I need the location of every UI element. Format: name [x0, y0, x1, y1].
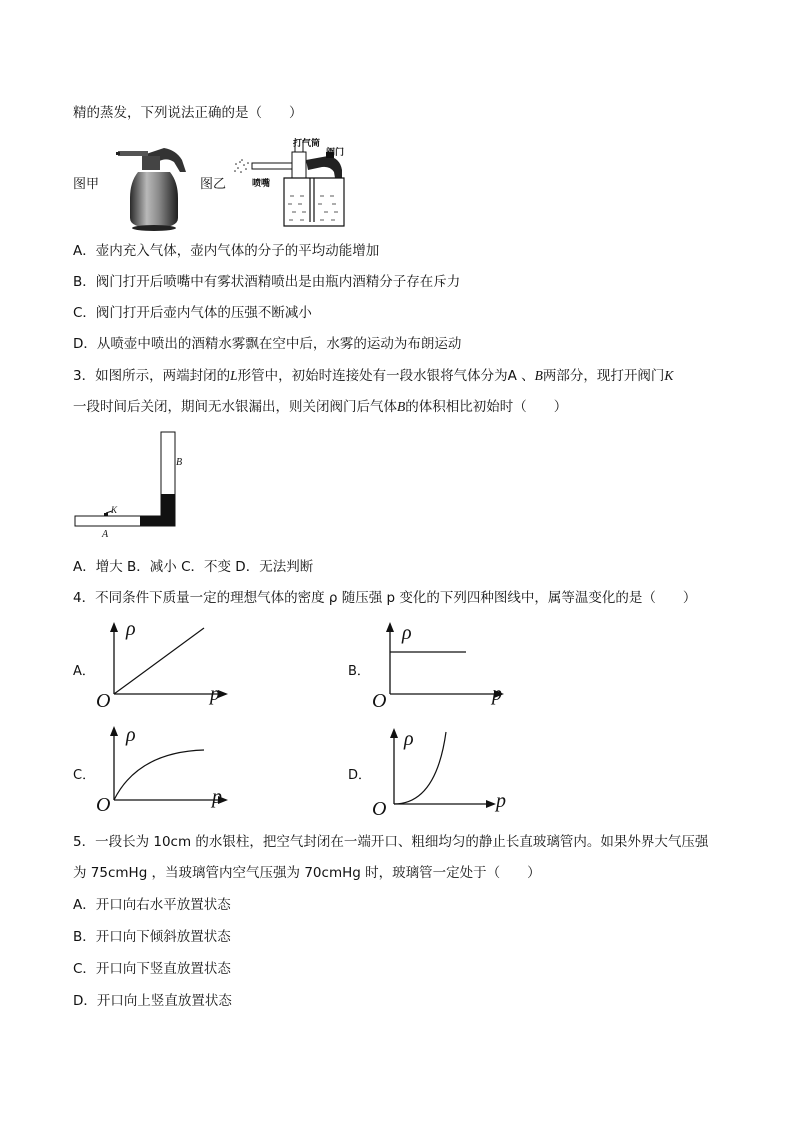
l-tube-figure [70, 428, 200, 544]
spray-bottle-photo [116, 138, 192, 232]
q5-stem-line1: 5．一段长为 10cm 的水银柱，把空气封闭在一端开口、粗细均匀的静止长直玻璃管内。如果外界大气压强 [73, 834, 709, 850]
q4-b-axis-x: p [492, 683, 502, 705]
label-pump: 打气筒 [293, 139, 321, 149]
q4-c-axis-x: p [212, 786, 222, 808]
q5-stem-line2: 为 75cmHg ，当玻璃管内空气压强为 70cmHg 时，玻璃管一定处于（ ） [73, 865, 541, 881]
q4-option-c: C． [73, 768, 96, 783]
q4-a-axis-y: ρ [126, 618, 136, 640]
q4-option-a: A． [73, 664, 95, 679]
q3-stem-line1: 3．如图所示，两端封闭的L形管中，初始时连接处有一段水银将气体分为A 、B两部分，现打开阀门K [73, 368, 674, 384]
q2-option-d: D．从喷壶中喷出的酒精水雾飘在空中后，水雾的运动为布朗运动 [73, 336, 462, 352]
q4-option-d: D． [348, 768, 372, 783]
label-nozzle: 喷嘴 [252, 179, 271, 189]
q5-option-c: C．开口向下竖直放置状态 [73, 961, 231, 977]
q4-d-axis-y: ρ [404, 728, 414, 750]
q2-option-c: C．阀门打开后壶内气体的压强不断减小 [73, 305, 312, 321]
q4-b-axis-y: ρ [402, 622, 412, 644]
q2-option-a: A．壶内充入气体，壶内气体的分子的平均动能增加 [73, 243, 380, 259]
q3-stem-line2: 一段时间后关闭，期间无水银漏出，则关闭阀门后气体B的体积相比初始时（ ） [73, 399, 568, 415]
q2-option-b: B．阀门打开后喷嘴中有雾状酒精喷出是由瓶内酒精分子存在斥力 [73, 274, 461, 290]
q4-a-origin: O [96, 690, 111, 712]
q4-graph-d [370, 722, 510, 818]
q5-option-b: B．开口向下倾斜放置状态 [73, 929, 231, 945]
fig-label-yi: 图乙 [200, 177, 227, 192]
q5-option-d: D．开口向上竖直放置状态 [73, 993, 232, 1009]
fig-label-jia: 图甲 [73, 177, 100, 192]
label-a: A [102, 529, 109, 540]
q4-d-origin: O [372, 798, 387, 820]
label-b: B [176, 457, 183, 468]
q4-d-axis-x: p [496, 790, 506, 812]
q4-a-axis-x: p [210, 683, 220, 705]
label-valve: 阀门 [326, 148, 345, 158]
q4-stem: 4．不同条件下质量一定的理想气体的密度 ρ 随压强 p 变化的下列四种图线中，属等温变化的是（ ） [73, 590, 697, 606]
q4-b-origin: O [372, 690, 387, 712]
label-k: K [111, 505, 118, 515]
q5-option-a: A．开口向右水平放置状态 [73, 897, 231, 913]
q4-c-axis-y: ρ [126, 724, 136, 746]
q2-stem-tail: 精的蒸发，下列说法正确的是（ ） [73, 105, 303, 121]
q4-option-b: B． [348, 664, 370, 679]
q4-c-origin: O [96, 794, 111, 816]
q4-graph-b [370, 618, 510, 714]
q3-options: A．增大 B．减小 C．不变 D．无法判断 [73, 559, 314, 575]
